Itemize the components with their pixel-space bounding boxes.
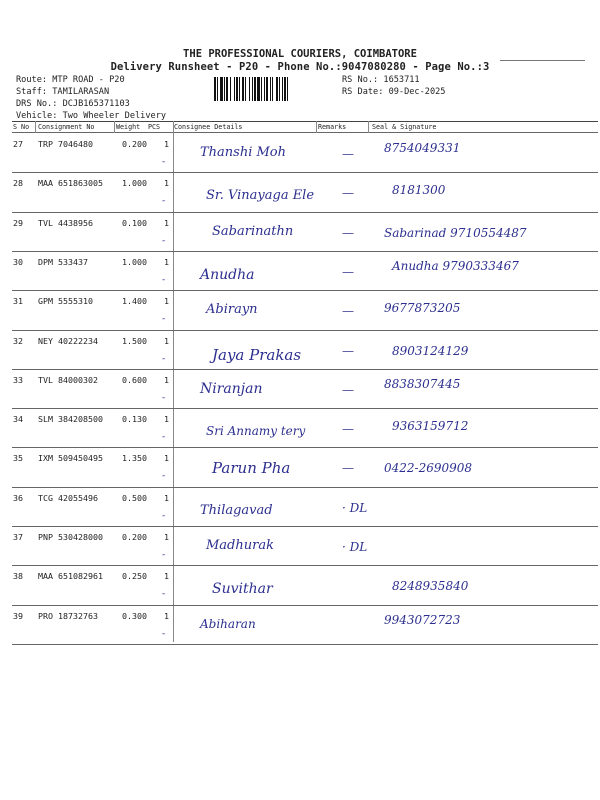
remark-handwriting: — bbox=[342, 147, 354, 161]
consignee-handwriting: Thanshi Moh bbox=[200, 145, 287, 160]
consignee-handwriting: Sabarinathn bbox=[212, 224, 294, 239]
consignee-handwriting: Jaya Prakas bbox=[212, 346, 302, 364]
col-head-weight: Weight bbox=[116, 123, 141, 131]
consignee-handwriting: Sr. Vinayaga Ele bbox=[206, 188, 315, 203]
row-weight: 0.200 bbox=[122, 532, 147, 542]
pen-mark: - bbox=[162, 511, 166, 521]
table-row bbox=[12, 212, 598, 252]
row-weight: 0.600 bbox=[122, 375, 147, 385]
row-divider bbox=[12, 644, 598, 645]
row-consignment-no: DPM 533437 bbox=[38, 257, 88, 267]
barcode-bar bbox=[257, 77, 260, 101]
row-weight: 0.100 bbox=[122, 218, 147, 228]
consignee-handwriting: Abiharan bbox=[200, 617, 256, 631]
row-pcs: 1 bbox=[164, 257, 169, 267]
barcode-bar bbox=[272, 77, 273, 101]
remark-handwriting: — bbox=[342, 344, 354, 358]
signature-handwriting: 9363159712 bbox=[392, 419, 469, 433]
pen-mark: - bbox=[162, 157, 166, 167]
table-row bbox=[12, 408, 598, 448]
row-consignment-no: IXM 509450495 bbox=[38, 453, 103, 463]
barcode-bar bbox=[252, 77, 253, 101]
runsheet-subtitle: Delivery Runsheet - P20 - Phone No.:9047080280 - Page No.:3 bbox=[110, 61, 490, 73]
barcode-bar bbox=[226, 77, 228, 101]
col-head-seal: Seal & Signature bbox=[372, 123, 437, 131]
barcode-bar bbox=[254, 77, 256, 101]
pen-mark: - bbox=[162, 393, 166, 403]
barcode-bar bbox=[220, 77, 223, 101]
barcode-bar bbox=[284, 77, 286, 101]
col-sep bbox=[368, 121, 369, 133]
row-sno: 30 bbox=[13, 257, 23, 267]
row-consignment-no: TCG 42055496 bbox=[38, 493, 98, 503]
barcode-bar bbox=[282, 77, 283, 101]
row-sno: 28 bbox=[13, 178, 23, 188]
signature-handwriting: 8754049331 bbox=[384, 141, 461, 155]
row-sno: 33 bbox=[13, 375, 23, 385]
row-pcs: 1 bbox=[164, 218, 169, 228]
col-head-sno: S No bbox=[13, 123, 30, 131]
table-row bbox=[12, 330, 598, 370]
table-row bbox=[12, 487, 598, 527]
table-row bbox=[12, 290, 598, 330]
col-head-consignee: Consignee Details bbox=[174, 123, 243, 131]
row-sno: 32 bbox=[13, 336, 23, 346]
barcode-bar bbox=[217, 77, 218, 101]
row-consignment-no: PRO 18732763 bbox=[38, 611, 98, 621]
signature-handwriting: 8903124129 bbox=[392, 344, 469, 358]
rs-date: RS Date: 09-Dec-2025 bbox=[342, 87, 446, 97]
row-consignment-no: TVL 4438956 bbox=[38, 218, 93, 228]
consignee-handwriting: Thilagavad bbox=[200, 503, 273, 518]
pen-mark: - bbox=[162, 550, 166, 560]
remark-handwriting: — bbox=[342, 226, 354, 240]
table-row bbox=[12, 526, 598, 566]
col-head-pcs: PCS bbox=[148, 123, 161, 131]
row-consignment-no: GPM 5555310 bbox=[38, 296, 93, 306]
remark-handwriting: — bbox=[342, 186, 354, 200]
remark-handwriting: · DL bbox=[342, 540, 368, 554]
remark-handwriting: — bbox=[342, 304, 354, 318]
pen-mark: - bbox=[162, 236, 166, 246]
barcode-image bbox=[214, 77, 338, 101]
row-weight: 1.000 bbox=[122, 257, 147, 267]
signature-handwriting: 0422-2690908 bbox=[384, 461, 473, 475]
signature-handwriting: 8838307445 bbox=[384, 377, 461, 391]
barcode-bar bbox=[249, 77, 250, 101]
row-pcs: 1 bbox=[164, 336, 169, 346]
consignee-handwriting: Abirayn bbox=[206, 302, 258, 317]
row-pcs: 1 bbox=[164, 139, 169, 149]
row-pcs: 1 bbox=[164, 571, 169, 581]
row-pcs: 1 bbox=[164, 178, 169, 188]
vehicle-text: Vehicle: Two Wheeler Delivery bbox=[16, 111, 167, 121]
row-weight: 0.250 bbox=[122, 571, 147, 581]
barcode-bar bbox=[239, 77, 240, 101]
remark-handwriting: — bbox=[342, 461, 354, 475]
pen-mark: - bbox=[162, 275, 166, 285]
row-pcs: 1 bbox=[164, 453, 169, 463]
pen-mark: - bbox=[162, 196, 166, 206]
consignee-handwriting: Niranjan bbox=[200, 381, 263, 397]
signature-handwriting: 9943072723 bbox=[384, 613, 461, 627]
pen-mark: - bbox=[162, 432, 166, 442]
signature-handwriting: 8181300 bbox=[392, 183, 446, 197]
row-weight: 0.200 bbox=[122, 139, 147, 149]
row-sno: 38 bbox=[13, 571, 23, 581]
row-pcs: 1 bbox=[164, 532, 169, 542]
barcode-bar bbox=[287, 77, 288, 101]
barcode-bar bbox=[245, 77, 246, 101]
col-sep bbox=[316, 121, 317, 133]
col-sep bbox=[114, 121, 115, 133]
barcode-bar bbox=[214, 77, 216, 101]
table-row bbox=[12, 251, 598, 291]
row-consignment-no: NEY 40222234 bbox=[38, 336, 98, 346]
row-consignment-no: MAA 651863005 bbox=[38, 178, 103, 188]
row-sno: 27 bbox=[13, 139, 23, 149]
consignee-handwriting: Suvithar bbox=[212, 581, 273, 597]
row-weight: 1.000 bbox=[122, 178, 147, 188]
route-text: Route: MTP ROAD - P20 bbox=[16, 75, 125, 85]
col-head-remarks: Remarks bbox=[318, 123, 347, 131]
row-consignment-no: TRP 7046480 bbox=[38, 139, 93, 149]
consignee-handwriting: Anudha bbox=[200, 267, 255, 283]
col-sep bbox=[35, 121, 36, 133]
barcode-bar bbox=[264, 77, 265, 101]
row-sno: 39 bbox=[13, 611, 23, 621]
barcode-bar bbox=[266, 77, 268, 101]
staff-text: Staff: TAMILARASAN bbox=[16, 87, 110, 97]
row-consignment-no: MAA 651082961 bbox=[38, 571, 103, 581]
consignee-handwriting: Madhurak bbox=[206, 538, 274, 553]
row-sno: 36 bbox=[13, 493, 23, 503]
pen-mark: - bbox=[162, 589, 166, 599]
barcode-bar bbox=[224, 77, 225, 101]
table-row bbox=[12, 605, 598, 645]
remark-handwriting: — bbox=[342, 383, 354, 397]
row-weight: 0.300 bbox=[122, 611, 147, 621]
row-sno: 35 bbox=[13, 453, 23, 463]
row-sno: 31 bbox=[13, 296, 23, 306]
remark-handwriting: — bbox=[342, 265, 354, 279]
table-top-rule bbox=[12, 121, 598, 122]
company-title: THE PROFESSIONAL COURIERS, COIMBATORE bbox=[183, 48, 417, 60]
signature-handwriting: 9677873205 bbox=[384, 301, 461, 315]
pen-mark: - bbox=[162, 314, 166, 324]
row-pcs: 1 bbox=[164, 493, 169, 503]
pen-mark: - bbox=[162, 471, 166, 481]
table-row bbox=[12, 172, 598, 212]
barcode-bar bbox=[279, 77, 280, 101]
consignee-handwriting: Parun Pha bbox=[212, 459, 291, 477]
barcode-bar bbox=[242, 77, 244, 101]
row-weight: 1.500 bbox=[122, 336, 147, 346]
barcode-bar bbox=[236, 77, 238, 101]
row-consignment-no: TVL 84000302 bbox=[38, 375, 98, 385]
row-weight: 0.500 bbox=[122, 493, 147, 503]
barcode-bar bbox=[261, 77, 262, 101]
table-row bbox=[12, 447, 598, 487]
pen-mark: - bbox=[162, 629, 166, 639]
row-pcs: 1 bbox=[164, 414, 169, 424]
row-sno: 34 bbox=[13, 414, 23, 424]
col-head-consignment: Consignment No bbox=[38, 123, 95, 131]
table-row bbox=[12, 565, 598, 605]
rs-number: RS No.: 1653711 bbox=[342, 75, 420, 85]
remark-handwriting: — bbox=[342, 422, 354, 436]
table-row bbox=[12, 133, 598, 173]
row-weight: 1.400 bbox=[122, 296, 147, 306]
row-pcs: 1 bbox=[164, 375, 169, 385]
signature-handwriting: Sabarinad 9710554487 bbox=[384, 226, 527, 240]
barcode-bar bbox=[234, 77, 235, 101]
barcode-bar bbox=[270, 77, 271, 101]
row-pcs: 1 bbox=[164, 296, 169, 306]
row-consignment-no: PNP 530428000 bbox=[38, 532, 103, 542]
row-sno: 29 bbox=[13, 218, 23, 228]
row-weight: 0.130 bbox=[122, 414, 147, 424]
row-sno: 37 bbox=[13, 532, 23, 542]
signature-handwriting: Anudha 9790333467 bbox=[392, 259, 519, 273]
pen-mark: - bbox=[162, 354, 166, 364]
remark-handwriting: · DL bbox=[342, 501, 368, 515]
signature-handwriting: 8248935840 bbox=[392, 579, 469, 593]
consignee-handwriting: Sri Annamy tery bbox=[206, 424, 306, 438]
row-pcs: 1 bbox=[164, 611, 169, 621]
table-row bbox=[12, 369, 598, 409]
barcode-bar bbox=[230, 77, 231, 101]
drs-text: DRS No.: DCJB165371103 bbox=[16, 99, 130, 109]
barcode-bar bbox=[276, 77, 278, 101]
row-weight: 1.350 bbox=[122, 453, 147, 463]
row-consignment-no: SLM 384208500 bbox=[38, 414, 103, 424]
